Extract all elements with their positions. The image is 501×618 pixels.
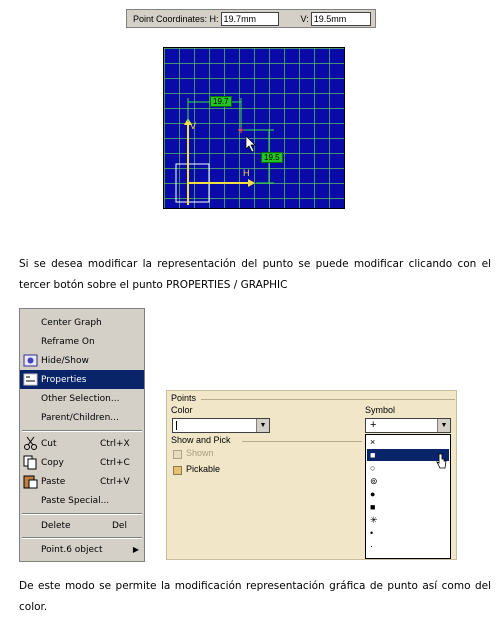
menu-item-parent-children[interactable]	[20, 408, 144, 427]
properties-icon	[23, 372, 38, 387]
menu-item-point-object[interactable]	[20, 540, 144, 559]
menu-item-label: Paste Special...	[41, 495, 110, 506]
menu-item-label: Parent/Children...	[41, 412, 119, 423]
menu-item-center-graph[interactable]	[20, 313, 144, 332]
menu-item-paste[interactable]	[20, 472, 144, 491]
menu-item-label: Properties	[41, 374, 87, 385]
menu-separator	[22, 537, 142, 539]
mouse-cursor	[246, 136, 255, 152]
sketch-canvas[interactable]	[163, 47, 345, 209]
h-dimension-label[interactable]: 19.7	[210, 96, 232, 107]
point-coordinates-bar	[126, 9, 376, 28]
context-menu	[19, 308, 145, 562]
menu-item-label: Copy	[41, 457, 64, 468]
menu-item-label: Cut	[41, 438, 57, 449]
menu-item-label: Reframe On	[41, 336, 95, 347]
symbol-combo-value: +	[370, 419, 377, 431]
symbol-option-target[interactable]: ⊚	[370, 475, 378, 486]
shown-checkbox[interactable]	[173, 450, 182, 459]
menu-item-properties[interactable]	[20, 370, 144, 389]
symbol-label: Symbol	[365, 405, 396, 415]
menu-item-shortcut: Ctrl+X	[100, 438, 130, 449]
symbol-option-filled-circle[interactable]: ●	[370, 489, 376, 499]
graphic-properties-panel	[166, 390, 457, 560]
menu-item-label: Other Selection...	[41, 393, 120, 404]
submenu-arrow-icon: ▶	[132, 545, 139, 554]
v-dimension-label[interactable]: 19.5	[261, 152, 283, 163]
menu-separator	[22, 513, 142, 515]
points-section-label: Points	[171, 393, 197, 403]
symbol-option-small-dot[interactable]: •	[370, 528, 374, 538]
menu-item-copy[interactable]	[20, 453, 144, 472]
pickable-label: Pickable	[186, 464, 221, 474]
menu-item-label: Paste	[41, 476, 66, 487]
h-coordinate-field[interactable]: 19.7mm	[221, 12, 279, 26]
symbol-option-dots[interactable]: ■	[367, 449, 449, 461]
instruction-paragraph: Si se desea modificar la representación del punto se puede modificar clicando con el tercer botón sobre el punto PROPERTIES / GRAPHIC	[19, 258, 491, 291]
symbol-option-star[interactable]: ✳	[370, 514, 378, 525]
sketch-geometry	[164, 48, 346, 210]
color-combo[interactable]	[172, 418, 270, 433]
pickable-checkbox[interactable]	[173, 466, 182, 475]
menu-item-cut[interactable]	[20, 434, 144, 453]
h-axis-arrow	[248, 179, 255, 187]
symbol-option-tiny-dot[interactable]: ·	[370, 541, 373, 551]
conclusion-paragraph: De este modo se permite la modificación representación gráfica de punto así como del color.	[19, 580, 491, 613]
axis-h-letter: H	[243, 168, 250, 178]
copy-icon	[23, 455, 38, 470]
color-label: Color	[171, 405, 193, 415]
hide-show-icon	[23, 353, 38, 368]
menu-item-reframe-on[interactable]	[20, 332, 144, 351]
symbol-option-cross[interactable]: ×	[370, 437, 376, 447]
menu-item-delete[interactable]	[20, 516, 144, 535]
shown-label: Shown	[186, 448, 214, 458]
menu-item-label: Point.6 object	[41, 544, 103, 555]
chevron-down-icon[interactable]: ▼	[256, 419, 269, 432]
symbol-combo[interactable]	[365, 418, 451, 433]
mouse-cursor-icon	[436, 453, 448, 469]
axis-v-letter: V	[190, 121, 197, 131]
scissors-icon	[23, 436, 38, 451]
v-coordinate-label: V:	[300, 13, 309, 24]
section-divider	[201, 399, 455, 400]
menu-item-shortcut: Ctrl+C	[100, 457, 130, 468]
chevron-down-icon[interactable]: ▼	[437, 419, 450, 432]
menu-item-shortcut: Ctrl+V	[100, 476, 130, 487]
symbol-option-filled-square[interactable]: ■	[370, 502, 376, 512]
menu-item-label: Center Graph	[41, 317, 102, 328]
menu-separator	[22, 430, 142, 432]
symbol-option-circle[interactable]: ○	[370, 463, 376, 473]
menu-item-hide-show[interactable]	[20, 351, 144, 370]
h-coordinate-label: Point Coordinates: H:	[133, 13, 219, 24]
menu-item-other-selection[interactable]	[20, 389, 144, 408]
menu-item-label: Delete	[41, 520, 71, 531]
symbol-dropdown-list	[365, 434, 451, 559]
menu-item-paste-special[interactable]	[20, 491, 144, 510]
menu-item-shortcut: Del	[112, 520, 127, 531]
menu-item-label: Hide/Show	[41, 355, 89, 366]
paste-icon	[23, 474, 38, 489]
v-coordinate-field[interactable]: 19.5mm	[311, 12, 371, 26]
section-divider	[242, 441, 362, 442]
text-caret	[176, 421, 177, 430]
show-pick-section-label: Show and Pick	[171, 435, 231, 445]
